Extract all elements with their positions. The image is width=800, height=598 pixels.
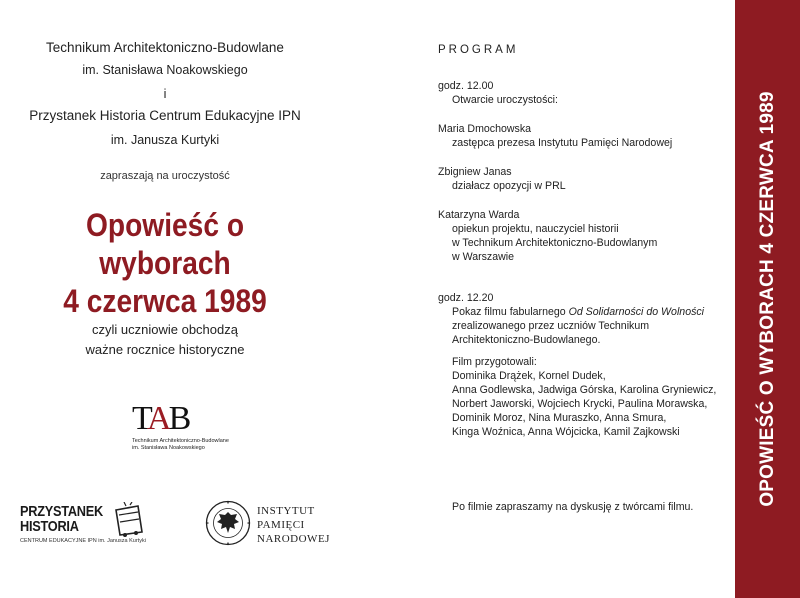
ipn-logo-text: INSTYTUT bbox=[257, 505, 315, 517]
tab-logo-caption: Technikum Architektoniczno-Budowlane bbox=[132, 438, 229, 444]
credits-heading: Film przygotowali: bbox=[452, 356, 537, 368]
organizer-line: im. Stanisława Noakowskiego bbox=[82, 63, 248, 77]
subtitle-line: czyli uczniowie obchodzą bbox=[92, 322, 238, 337]
przystanek-logo-word: PRZYSTANEK bbox=[20, 503, 103, 520]
speaker-name: Zbigniew Janas bbox=[438, 166, 512, 178]
program-time: godz. 12.20 bbox=[438, 292, 494, 304]
przystanek-logo-word: HISTORIA bbox=[20, 518, 79, 535]
credits-line: Kinga Woźnica, Anna Wójcicka, Kamil Zajkowski bbox=[452, 426, 680, 438]
event-title-line: 4 czerwca 1989 bbox=[63, 283, 267, 319]
organizer-line: im. Janusza Kurtyki bbox=[110, 133, 220, 147]
eagle-seal-icon bbox=[205, 500, 251, 546]
event-title-line: Opowieść o wyborach bbox=[85, 207, 245, 281]
program-time: godz. 12.00 bbox=[438, 80, 494, 92]
ipn-logo-text: PAMIĘCI bbox=[257, 519, 305, 531]
credits-line: Dominika Drążek, Kornel Dudek, bbox=[452, 370, 606, 382]
film-title: Od Solidarności do Wolności bbox=[568, 306, 705, 318]
organizer-line: Przystanek Historia Centrum Edukacyjne IPN bbox=[29, 108, 301, 123]
credits-line: Anna Godlewska, Jadwiga Górska, Karolina Gryniewicz, bbox=[452, 384, 717, 396]
speaker-role: działacz opozycji w PRL bbox=[452, 180, 566, 192]
credits-line: Norbert Jaworski, Wojciech Krycki, Paulina Morawska, bbox=[452, 398, 708, 410]
przystanek-logo-caption: CENTRUM EDUKACYJNE IPN im. Janusza Kurtyki bbox=[20, 538, 146, 544]
film-description: zrealizowanego przez uczniów Technikum bbox=[452, 320, 650, 332]
speaker-role: w Technikum Architektoniczno-Budowlanym bbox=[452, 237, 658, 249]
side-title-text: OPOWIEŚĆ O WYBORACH 4 CZERWCA 1989 bbox=[756, 91, 778, 507]
przystanek-historia-logo bbox=[20, 500, 146, 550]
invitation-left-column bbox=[0, 0, 330, 598]
program-heading: PROGRAM bbox=[438, 44, 519, 56]
subtitle-line: ważne rocznice historyczne bbox=[85, 342, 245, 357]
speaker-role: zastępca prezesa Instytutu Pamięci Narodowej bbox=[452, 137, 673, 149]
tab-logo-mark: TAB bbox=[132, 400, 189, 437]
ipn-logo-text: NARODOWEJ bbox=[257, 533, 330, 545]
film-description: Architektoniczno-Budowlanego. bbox=[452, 334, 601, 346]
invite-text: zapraszają na uroczystość bbox=[100, 170, 230, 182]
organizer-conjunction: i bbox=[163, 87, 167, 101]
closing-note: Po filmie zapraszamy na dyskusję z twórcami filmu. bbox=[452, 501, 694, 513]
tab-school-logo bbox=[132, 402, 252, 454]
tram-icon bbox=[112, 502, 146, 538]
ipn-logo bbox=[205, 500, 345, 550]
event-title bbox=[20, 206, 310, 320]
program-item: Otwarcie uroczystości: bbox=[452, 94, 558, 106]
speaker-role: opiekun projektu, nauczyciel historii bbox=[452, 223, 619, 235]
speaker-name: Maria Dmochowska bbox=[438, 123, 532, 135]
organizer-line: Technikum Architektoniczno-Budowlane bbox=[46, 40, 284, 55]
credits-line: Dominik Moroz, Nina Muraszko, Anna Smura, bbox=[452, 412, 667, 424]
speaker-name: Katarzyna Warda bbox=[438, 209, 520, 221]
side-title-band bbox=[735, 0, 800, 598]
event-subtitle bbox=[0, 320, 330, 360]
tab-logo-caption: im. Stanisława Noakowskiego bbox=[132, 445, 205, 451]
speaker-role: w Warszawie bbox=[452, 251, 515, 263]
film-description: Pokaz filmu fabularnego Od Solidarności do Wolności bbox=[452, 306, 705, 318]
